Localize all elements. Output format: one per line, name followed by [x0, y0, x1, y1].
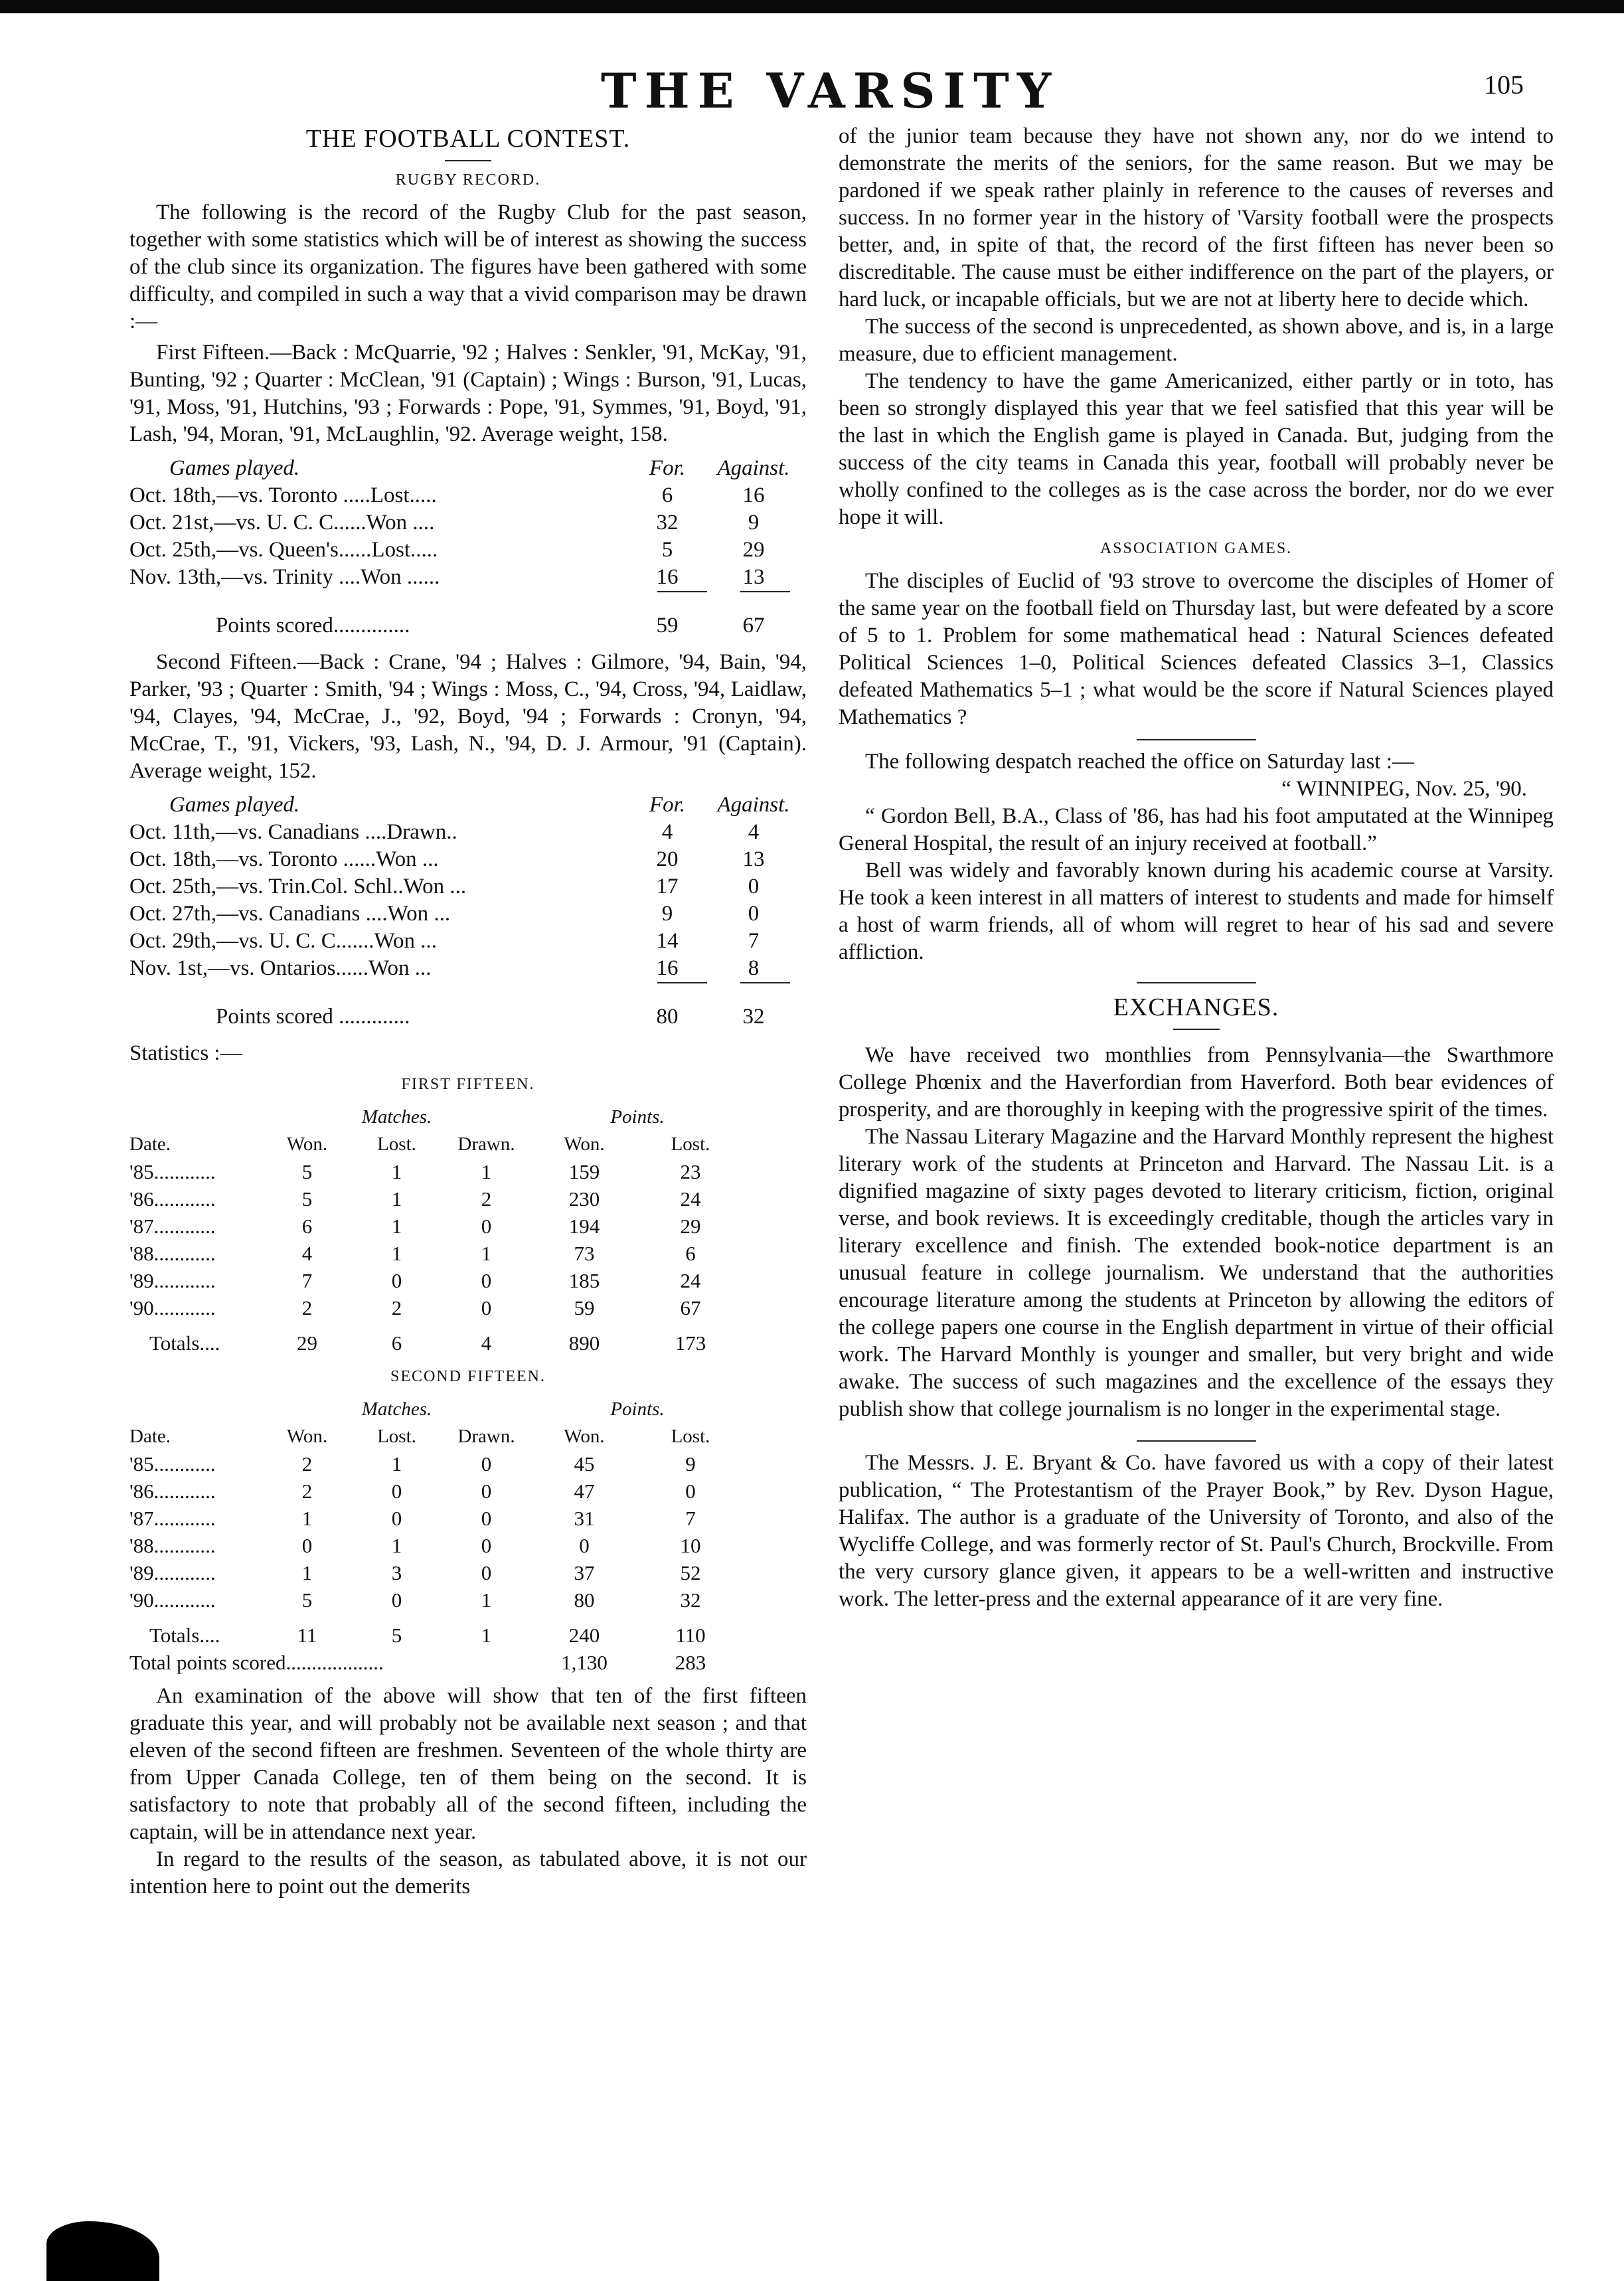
stat-column-header: Date. Won. Lost. Drawn. Won. Lost.: [129, 1134, 710, 1155]
second-fifteen-roster: Second Fifteen.—Back : Crane, '94 ; Halves : Gilmore, '94, Bain, '94, Parker, '93 ; Quarter : Smith, '94 ; Wings : Moss, C., '94, Cross, '94, Laidlaw, '94, Clayes, '94, McCrae, J., '92, Boyd, '94 ; Forwards : Cronyn, '94, McCrae, T., '91, Vickers, '93, Lash, N., '94, D. J. Armour, '91 (Captain). Average weight, 152.: [129, 650, 807, 783]
divider: [1137, 739, 1256, 740]
table-row: '89............ 7 0 0 185 24: [129, 1269, 701, 1292]
table-row: Oct. 18th,—vs. Toronto .....Lost..... 6 16: [129, 483, 765, 507]
stat-group-header: Matches. Points.: [361, 1106, 665, 1128]
page-number: 105: [1484, 70, 1524, 100]
first-fifteen-statistics: [129, 1071, 807, 1357]
left-column: [129, 123, 807, 1901]
paragraph: The following despatch reached the office on Saturday last :—: [865, 750, 1414, 774]
table-row: '89............ 1 3 0 37 52: [129, 1561, 701, 1584]
second-fifteen-statistics: [129, 1363, 807, 1676]
table-row: '85............ 5 1 1 159 23: [129, 1160, 701, 1183]
table-row: Oct. 29th,—vs. U. C. C.......Won ... 14 7: [129, 929, 760, 953]
paragraph: We have received two monthlies from Pennsylvania—the Swarthmore College Phœnix and the Haverfordian from Haverford. Both bear evidences of prosperity, and are thoroughly in keeping with the progressive spirit of the times.: [839, 1043, 1554, 1122]
paragraph: The disciples of Euclid of '93 strove to overcome the disciples of Homer of the same year on the football field on Thursday last, but were defeated by a score of 5 to 1. Problem for some mathematical head : Natural Sciences defeated Political Sciences 1–0, Political Sciences defeated Classics 3–1, Classics defeated Mathematics 5–1 ; what would be the score if Natural Sciences played Mathematics ?: [839, 569, 1554, 729]
right-column: [839, 123, 1554, 1613]
table-header: Games played. For. Against.: [169, 456, 790, 480]
table-row: Oct. 21st,—vs. U. C. C......Won .... 32 9: [129, 511, 760, 535]
page-corner-shadow: [46, 2221, 159, 2281]
masthead: [0, 53, 1624, 119]
section-subtitle: RUGBY RECORD.: [395, 171, 541, 189]
section-subtitle: ASSOCIATION GAMES.: [1099, 540, 1293, 557]
divider: [1173, 1029, 1220, 1030]
paragraph: The success of the second is unprecedented, as shown above, and is, in a large measure, due to efficient management.: [839, 315, 1554, 366]
stat-group-header: Matches. Points.: [361, 1398, 665, 1420]
masthead-title: THE VARSITY: [601, 62, 1060, 119]
table-row: Oct. 27th,—vs. Canadians ....Won ... 9 0: [129, 902, 760, 926]
dateline: “ WINNIPEG, Nov. 25, '90.: [1281, 777, 1527, 801]
table-row: Oct. 25th,—vs. Trin.Col. Schl..Won ... 17 0: [129, 875, 760, 898]
table-row: Nov. 1st,—vs. Ontarios......Won ... 16 8: [129, 956, 760, 980]
table-row: Oct. 11th,—vs. Canadians ....Drawn.. 4 4: [129, 820, 760, 844]
sum-rule: [129, 982, 807, 991]
table-row: '90............ 5 0 1 80 32: [129, 1588, 701, 1612]
statistics-label: Statistics :—: [129, 1041, 242, 1065]
intro-paragraph: The following is the record of the Rugby Club for the past season, together with some statistics which will be of interest as showing the success of the club since its organization. The figures have been gathered with some difficulty, and compiled in such a way that a vivid comparison may be drawn :—: [129, 201, 807, 333]
section-title: EXCHANGES.: [1113, 993, 1279, 1021]
regard-paragraph: In regard to the results of the season, as tabulated above, it is not our intention here to point out the demerits: [129, 1847, 807, 1899]
table-row: '88............ 4 1 1 73 6: [129, 1242, 696, 1265]
paragraph: “ Gordon Bell, B.A., Class of '86, has had his foot amputated at the Winnipeg General Hospital, the result of an injury received at football.”: [839, 804, 1554, 855]
paragraph: The Nassau Literary Magazine and the Harvard Monthly represent the highest literary work of the students at Princeton and Harvard. The Nassau Lit. is a dignified magazine of sixty pages devoted to literary criticism, fiction, original verse, and book reviews. It is exceedingly creditable, though the articles vary in literary excellence and finish. The extended book-notice department is an unusual feature in college journalism. We understand that the authorities encourage literature among the students at Princeton by allowing the editors of the college papers one course in the English department in virtue of their official work. The Harvard Monthly is younger and smaller, but very bright and wide awake. The success of such magazines and the excellence of the essays they publish show that college journalism is no longer in the experimental stage.: [839, 1125, 1554, 1421]
sum-rule: [129, 591, 807, 600]
examination-paragraph: An examination of the above will show that ten of the first fifteen graduate this year, and will probably not be available next season ; and that eleven of the second fifteen are freshmen. Seventeen of the whole thirty are from Upper Canada College, ten of them being on the second. It is satisfactory to note that probably all of the second fifteen, including the captain, will be in attendance next year.: [129, 1684, 807, 1844]
table-row: Nov. 13th,—vs. Trinity ....Won ...... 16 13: [129, 565, 765, 589]
table-row: Oct. 18th,—vs. Toronto ......Won ... 20 13: [129, 847, 765, 871]
points-total-row: Points scored ............. 80 32: [216, 1005, 765, 1029]
paragraph: Bell was widely and favorably known during his academic course at Varsity. He took a keen interest in all matters of interest to students and made for himself a host of warm friends, all of whom will regret to hear of his sad and severe affliction.: [839, 859, 1554, 964]
table-row: '90............ 2 2 0 59 67: [129, 1296, 701, 1319]
stat-title: FIRST FIFTEEN.: [401, 1076, 535, 1093]
points-total-row: Points scored.............. 59 67: [216, 614, 765, 637]
first-fifteen-roster: First Fifteen.—Back : McQuarrie, '92 ; Halves : Senkler, '91, McKay, '91, Bunting, '92 ; Quarter : McClean, '91 (Captain) ; Wings : Burson, '91, Lucas, '91, Moss, '91, Hutchins, '93 ; Forwards : Pope, '91, Symmes, '91, Boyd, '91, Lash, '94, Moran, '91, McLaughlin, '92. Average weight, 158.: [129, 341, 807, 446]
divider: [445, 160, 491, 161]
stat-column-header: Date. Won. Lost. Drawn. Won. Lost.: [129, 1426, 710, 1447]
first-fifteen-games-table: [129, 455, 807, 639]
table-row: '85............ 2 1 0 45 9: [129, 1452, 696, 1476]
table-row: '86............ 2 0 0 47 0: [129, 1479, 696, 1503]
article-title: THE FOOTBALL CONTEST.: [305, 125, 631, 153]
divider: [1137, 1440, 1256, 1442]
table-header: Games played. For. Against.: [169, 793, 790, 817]
grand-total-row: Total points scored................... 1,130 283: [129, 1651, 706, 1674]
paragraph: The Messrs. J. E. Bryant & Co. have favored us with a copy of their latest publication, “ The Protestantism of the Prayer Book,” by Rev. Dyson Hague, Halifax. The author is a graduate of the University of Toronto, and also of the Wycliffe College, and was formerly rector of St. Paul's Church, Brockville. From the very cursory glance given, it appears to be a well-written and instructive work. The letter-press and the external appearance of it are very fine.: [839, 1451, 1554, 1611]
paragraph: The tendency to have the game Americanized, either partly or in toto, has been so strongly displayed this year that we feel satisfied that this year will be the last in which the English game is played in Canada. But, judging from the success of the city teams in Canada this year, football will probably never be wholly confined to the colleges as is the case across the border, nor do we ever hope it will.: [839, 369, 1554, 529]
totals-row: Totals.... 11 5 1 240 110: [149, 1624, 706, 1647]
table-row: '86............ 5 1 2 230 24: [129, 1187, 701, 1211]
totals-row: Totals.... 29 6 4 890 173: [149, 1331, 706, 1355]
top-border: [0, 0, 1624, 13]
table-row: '87............ 6 1 0 194 29: [129, 1215, 701, 1238]
paragraph: of the junior team because they have not shown any, nor do we intend to demonstrate the merits of the seniors, for the same reason. But we may be pardoned if we speak rather plainly in reference to the causes of reverses and success. In no former year in the history of 'Varsity football were the prospects better, and, in spite of that, the record of the first fifteen has never been so discreditable. The cause must be either indifference on the part of the players, or hard luck, or incapable officials, but we are not at liberty here to decide which.: [839, 124, 1554, 311]
table-row: '88............ 0 1 0 0 10: [129, 1534, 701, 1557]
divider: [1137, 982, 1256, 983]
table-row: '87............ 1 0 0 31 7: [129, 1507, 696, 1530]
second-fifteen-games-table: [129, 792, 807, 1031]
stat-title: SECOND FIFTEEN.: [390, 1368, 546, 1385]
table-row: Oct. 25th,—vs. Queen's......Lost..... 5 29: [129, 538, 765, 562]
